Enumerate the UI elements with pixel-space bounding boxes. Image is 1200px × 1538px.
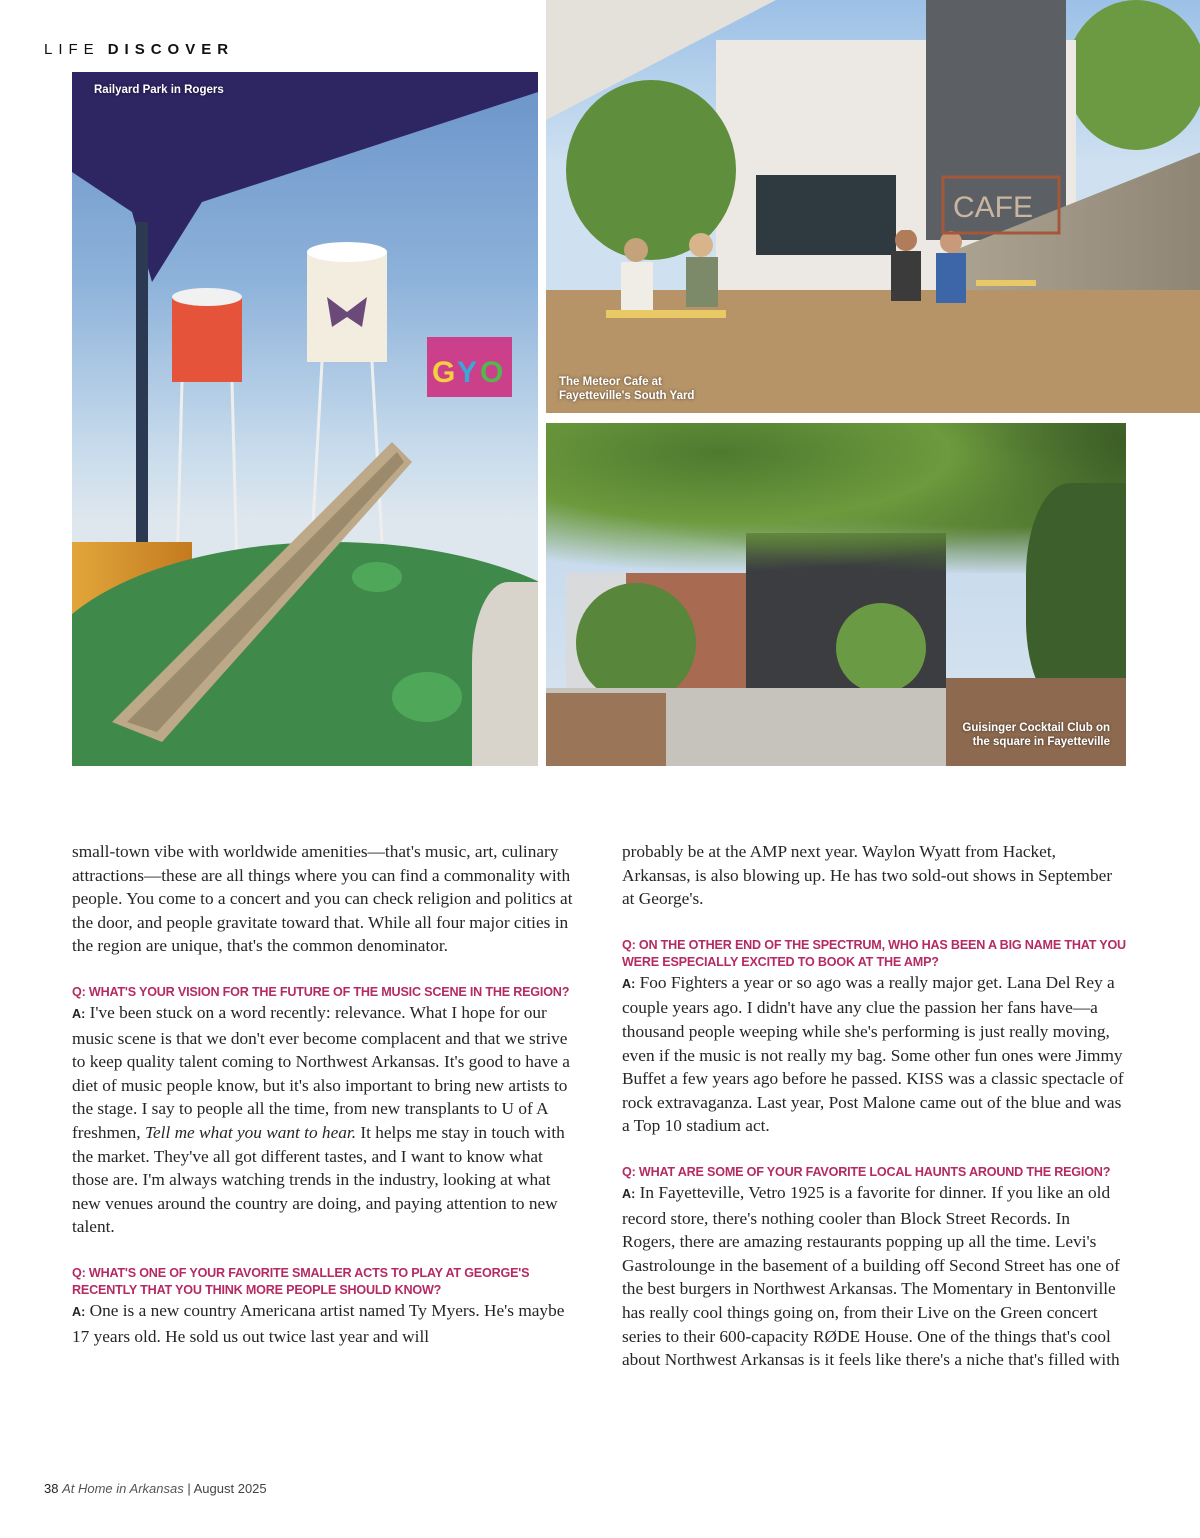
subsection-label: DISCOVER (107, 41, 235, 58)
question-heading: Q: WHAT ARE SOME OF YOUR FAVORITE LOCAL HAUNTS AROUND THE REGION? (622, 1164, 1111, 1179)
answer-label: A: (72, 1304, 86, 1319)
guisinger-photo (546, 423, 1126, 766)
concrete-mound (472, 582, 538, 766)
answer-label: A: (72, 1006, 86, 1021)
guisinger-caption-line2: the square in Fayetteville (972, 736, 1110, 748)
page-number: 38 (44, 1481, 59, 1496)
guisinger-caption-line1: Guisinger Cocktail Club on (962, 722, 1110, 734)
answer-paragraph (72, 1299, 577, 1348)
page-footer (44, 1481, 267, 1496)
question-heading: Q: ON THE OTHER END OF THE SPECTRUM, WHO HAS BEEN A BIG NAME THAT YOU WERE ESPECIALLY EXCITED TO BOOK AT THE AMP? (622, 937, 1126, 969)
svg-text:CAFE: CAFE (953, 191, 1034, 224)
answer-label: A: (622, 976, 636, 991)
footer-separator: | (187, 1481, 191, 1496)
issue-date: August 2025 (193, 1481, 267, 1496)
question-heading: Q: WHAT'S ONE OF YOUR FAVORITE SMALLER ACTS TO PLAY AT GEORGE'S RECENTLY THAT YOU THINK MORE PEOPLE SHOULD KNOW? (72, 1265, 530, 1297)
meteor-cafe-photo (546, 0, 1200, 413)
answer-text: Foo Fighters a year or so ago was a really major get. Lana Del Rey a couple years ago. I didn't have any clue the passion her fans have—a thousand people weeping while she's performing is just really moving, even if the music is not really my bag. Some other fun ones were Jimmy Buffet a few years ago before he passed. KISS was a classic spectacle of rock extravaganza. Last year, Post Malone came out of the blue and was a Top 10 stadium act. (622, 972, 1124, 1136)
answer-paragraph (622, 971, 1127, 1138)
section-header (44, 41, 234, 58)
svg-text:O: O (480, 356, 504, 389)
svg-text:Y: Y (457, 356, 478, 389)
tree (1066, 0, 1200, 150)
stone-planter (546, 693, 666, 766)
answer-text: It helps me stay in touch with the market. They've all got different tastes, and I want to know what those are. I'm always watching trends in the industry, looking at what new venues around the country are doing, and paying attention to new talent. (72, 1122, 565, 1237)
answer-italic: Tell me what you want to hear. (144, 1122, 357, 1142)
paragraph: probably be at the AMP next year. Waylon Wyatt from Hacket, Arkansas, is also blowing up. He has two sold-out shows in September at George's. (622, 842, 1113, 909)
publication-name: At Home in Arkansas (62, 1481, 184, 1496)
answer-text: One is a new country Americana artist named Ty Myers. He's maybe 17 years old. He sold us out twice last year and will (72, 1300, 565, 1346)
answer-text: In Fayetteville, Vetro 1925 is a favorite for dinner. If you like an old record store, there's nothing cooler than Block Street Records. In Rogers, there are amazing restaurants popping up all the time. Levi's Gastrolounge in the basement of a building off Second Street has one of the best burgers in Northwest Arkansas. The Momentary in Bentonville has really cool things going on, from their Live on the Green concert series to their 600-capacity RØDE House. One of the things that's cool about Northwest Arkansas is it feels like there's a niche that's filled with (622, 1182, 1120, 1370)
tree (576, 583, 696, 703)
meteor-caption-line2: Fayetteville's South Yard (559, 390, 695, 402)
answer-text: I've been stuck on a word recently: relevance. What I hope for our music scene is that we don't ever become complacent and that we strive to keep quality talent coming to Northwest Arkansas. It's good to have a diet of music people know, but it's also important to bring new artists to the stage. I say to people all the time, from new transplants to U of A freshmen, (72, 1002, 570, 1142)
tree (836, 603, 926, 693)
article-right-column (622, 840, 1127, 1372)
svg-text:G: G (432, 356, 456, 389)
guisinger-caption (962, 721, 1110, 749)
patio-people (606, 230, 1086, 390)
paragraph: small-town vibe with worldwide amenities—that's music, art, culinary attractions—these are all things where you can find a commonality with people. You come to a concert and you can check religion and politics at the door, and people gravitate toward that. While all four major cities in the region are unique, that's the common denominator. (72, 842, 573, 956)
article-left-column (72, 840, 577, 1348)
cafe-sign (941, 175, 1061, 235)
meteor-caption-line1: The Meteor Cafe at (559, 376, 662, 388)
meteor-caption (559, 375, 694, 403)
railyard-caption: Railyard Park in Rogers (94, 84, 224, 96)
answer-paragraph (622, 1181, 1127, 1372)
answer-paragraph (72, 1001, 577, 1239)
railyard-park-photo (72, 72, 538, 766)
slide (92, 422, 422, 752)
question-heading: Q: WHAT'S YOUR VISION FOR THE FUTURE OF THE MUSIC SCENE IN THE REGION? (72, 984, 570, 999)
section-label: LIFE (44, 41, 100, 58)
answer-label: A: (622, 1186, 636, 1201)
